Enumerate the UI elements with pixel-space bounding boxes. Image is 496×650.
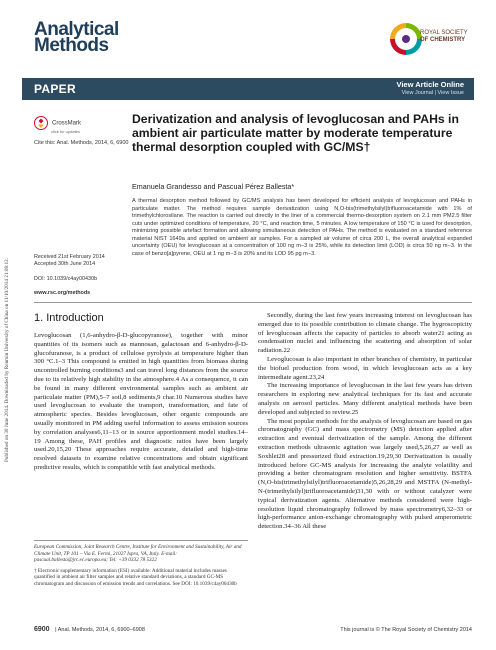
header-divider: [34, 302, 472, 303]
citation-line: Cite this: Anal. Methods, 2014, 6, 6900: [34, 140, 129, 146]
journal-website-link[interactable]: www.rsc.org/methods: [34, 290, 91, 296]
body-paragraph: Secondly, during the last few years increasing interest on levoglucosan has emerged due to its possible contribution to climate change. The hygroscopicity of levoglucosan affects the capacity of particles to absorb water21 acting as condensation nuclei and influencing the scattering and absorption of solar radiation.22: [258, 312, 472, 355]
abstract-text: A thermal desorption method followed by GC/MS analysis has been developed for efficient analysis of levoglucosan and PAHs in particulate matter. The method requires sample derivatization using N,O-bis(trimethylsilyl)trifluoroacetamide with 1% of trimethylchlorosilane. The reaction is carried out directly in the liner of a commercial thermo-desorption system on 2.1 mm PM2.5 filter cuts under optimized conditions of temperature, 20 °C, and reaction time, 5 minutes. A low temperature of 150 °C is used for desorption, minimizing possible artefact formation and allowing simultaneous detection of PAHs. The method is evaluated on a standard reference material NIST 1649a and applied on ambient air samples. For a sampled air volume of circa 200 L, the overall analytical expanded uncertainty (OEU) for levoglucosan at a concentration of 100 ng m−3 is 25%, while its detection limit (LOD) is circa 50 ng m−3. In the case of benzo[a]pyrene, OEU at 1 ng m−3 is 20% and its LOD 95 pg m−3.: [132, 198, 472, 257]
view-journal-issue-link[interactable]: View Journal | View Issue: [401, 90, 464, 96]
body-paragraph: Levoglucosan (1,6-anhydro-β-D-glucopyranose), together with minor quantities of its isomers such as mannosan, galactosan and 6-anhydro-β-D-glucofuranose, is a product of cellulose pyrolysis at temperature higher than 300 °C.1–3 This compound is emitted in high quantities from biomass during uncontrolled burning conditions3 and can travel long distances from the source due to its relatively high stability in the atmosphere.4 As a consequence, it can be found in many different environmental samples such as ambient air particulate matter (PM),5–7 soil,8 sediments,9 char.10 Numerous studies have used levoglucosan to evaluate the transport, transformation, and fate of atmospheric species. Besides levoglucosan, other organic compounds are usually monitored in PM adding useful information to assess emission sources by correlation analyses6,11–13 or in source apportionment model studies.14–19 Among these, PAH profiles and diagnostic ratios have been largely used.20,15,20 These approaches require accurate, detailed and high-time resolved datasets to examine relative concentrations and obtain significant predictive results, which is compatible with fast analytical methods.: [34, 332, 248, 471]
doi-link[interactable]: DOI: 10.1039/c4ay00430b: [34, 276, 97, 282]
article-dates: [34, 254, 105, 268]
received-date: Received 21st February 2014: [34, 254, 105, 260]
article-title: Derivatization and analysis of levoglucosan and PAHs in ambient air particulate matter by moderate temperature thermal desorption coupled with GC/MS†: [132, 112, 459, 154]
journal-title[interactable]: [34, 19, 119, 56]
affiliation-footnote: European Commission, Joint Research Centre, Institute for Environment and Sustainability, Air and Climate Unit, TP 101 – Via E. Fermi, 21027 Ispra, VA, Italy. E-mail: pascual.ballesta@jrc.ec.europa.eu; Tel: +39 0332 78 5322: [34, 544, 242, 564]
abstract: [132, 198, 472, 258]
footer-copyright: This journal is © The Royal Society of Chemistry 2014: [340, 627, 472, 633]
journal-title-line2: Methods: [34, 35, 109, 56]
body-paragraph: The increasing importance of levoglucosan in the last few years has driven researchers in exploring new analytical techniques for its fast and accurate analysis on aerosol particles. Many different analytical methods have been developed and subjected to review.25: [258, 382, 472, 416]
crossmark-icon: [34, 116, 48, 130]
body-paragraph: Levoglucosan is also important in other branches of chemistry, in particular the biofuel production from wood, in which levoglucosan acts as a key intermediate agent.23,24: [258, 355, 472, 381]
rsc-wordmark-line1: ROYAL SOCIETY: [420, 30, 468, 36]
footnote-divider: [34, 540, 248, 541]
article-type-banner: [22, 78, 474, 100]
publication-notice-text: Published on 30 June 2014. Downloaded by Renmin University of China on 11/10/2014 21:08:12.: [4, 258, 10, 462]
section-heading-introduction: 1. Introduction: [34, 312, 104, 324]
journal-title-line1: Analytical: [34, 19, 119, 40]
footer-citation: | Anal. Methods, 2014, 6, 6900–6908: [55, 627, 145, 633]
rsc-wordmark-line2: OF CHEMISTRY: [420, 37, 466, 43]
view-article-online-link[interactable]: View Article Online: [396, 80, 464, 89]
article-type-label: PAPER: [34, 82, 76, 96]
page-number: 6900: [34, 626, 50, 633]
esi-footnote: † Electronic supplementary information (ESI) available: Additional material includes masses quantified in ambient air filter samples and relative standard deviations, a standard GC-MS chromatogram and discussion of emission trends and correlations. See DOI: 10.1039/c4ay00430b: [34, 567, 237, 587]
author-list: Emanuela Grandesso and Pascual Pérez Ballesta*: [132, 182, 295, 191]
crossmark-badge[interactable]: [34, 114, 81, 134]
sidebar-publication-notice: [2, 140, 12, 580]
crossmark-label: CrossMark: [52, 120, 82, 127]
accepted-date: Accepted 30th June 2014: [34, 261, 96, 267]
rsc-wordmark: [420, 30, 468, 44]
page-footer: [34, 626, 472, 633]
footnotes: [34, 544, 248, 588]
body-paragraph: The most popular methods for the analysis of levoglucosan are based on gas chromatography (GC) and mass spectrometry (MS) detection applied after extraction and eventual derivatization of the sample. Among the different extraction methods ultrasonic agitation was largely used,5,26,27 as well as Soxhlet28 and pressurized fluid extraction.19,29,30 Derivatization is usually introduced before GC-MS analysis for increasing the analyte volatility and providing a better chromatogram resolution and higher sensitivity. BSTFA (N,O-bis(trimethylsilyl)trifluoroacetamide)5,26,28,29 and MSTFA (N-methyl-N-(trimethylsilyl)trifluoroacetamide)31,30 with or without catalyzer were typical derivatization agents. Alternative methods considered were high-resolution liquid chromatography followed by mass spectrometry6,32–33 or high-performance anion-exchange chromatography with pulsed amperometric detection.34–36 All these: [258, 417, 472, 531]
crossmark-sublabel: click for updates: [51, 129, 80, 134]
body-column-left: [34, 332, 248, 473]
body-column-right: [258, 312, 472, 532]
